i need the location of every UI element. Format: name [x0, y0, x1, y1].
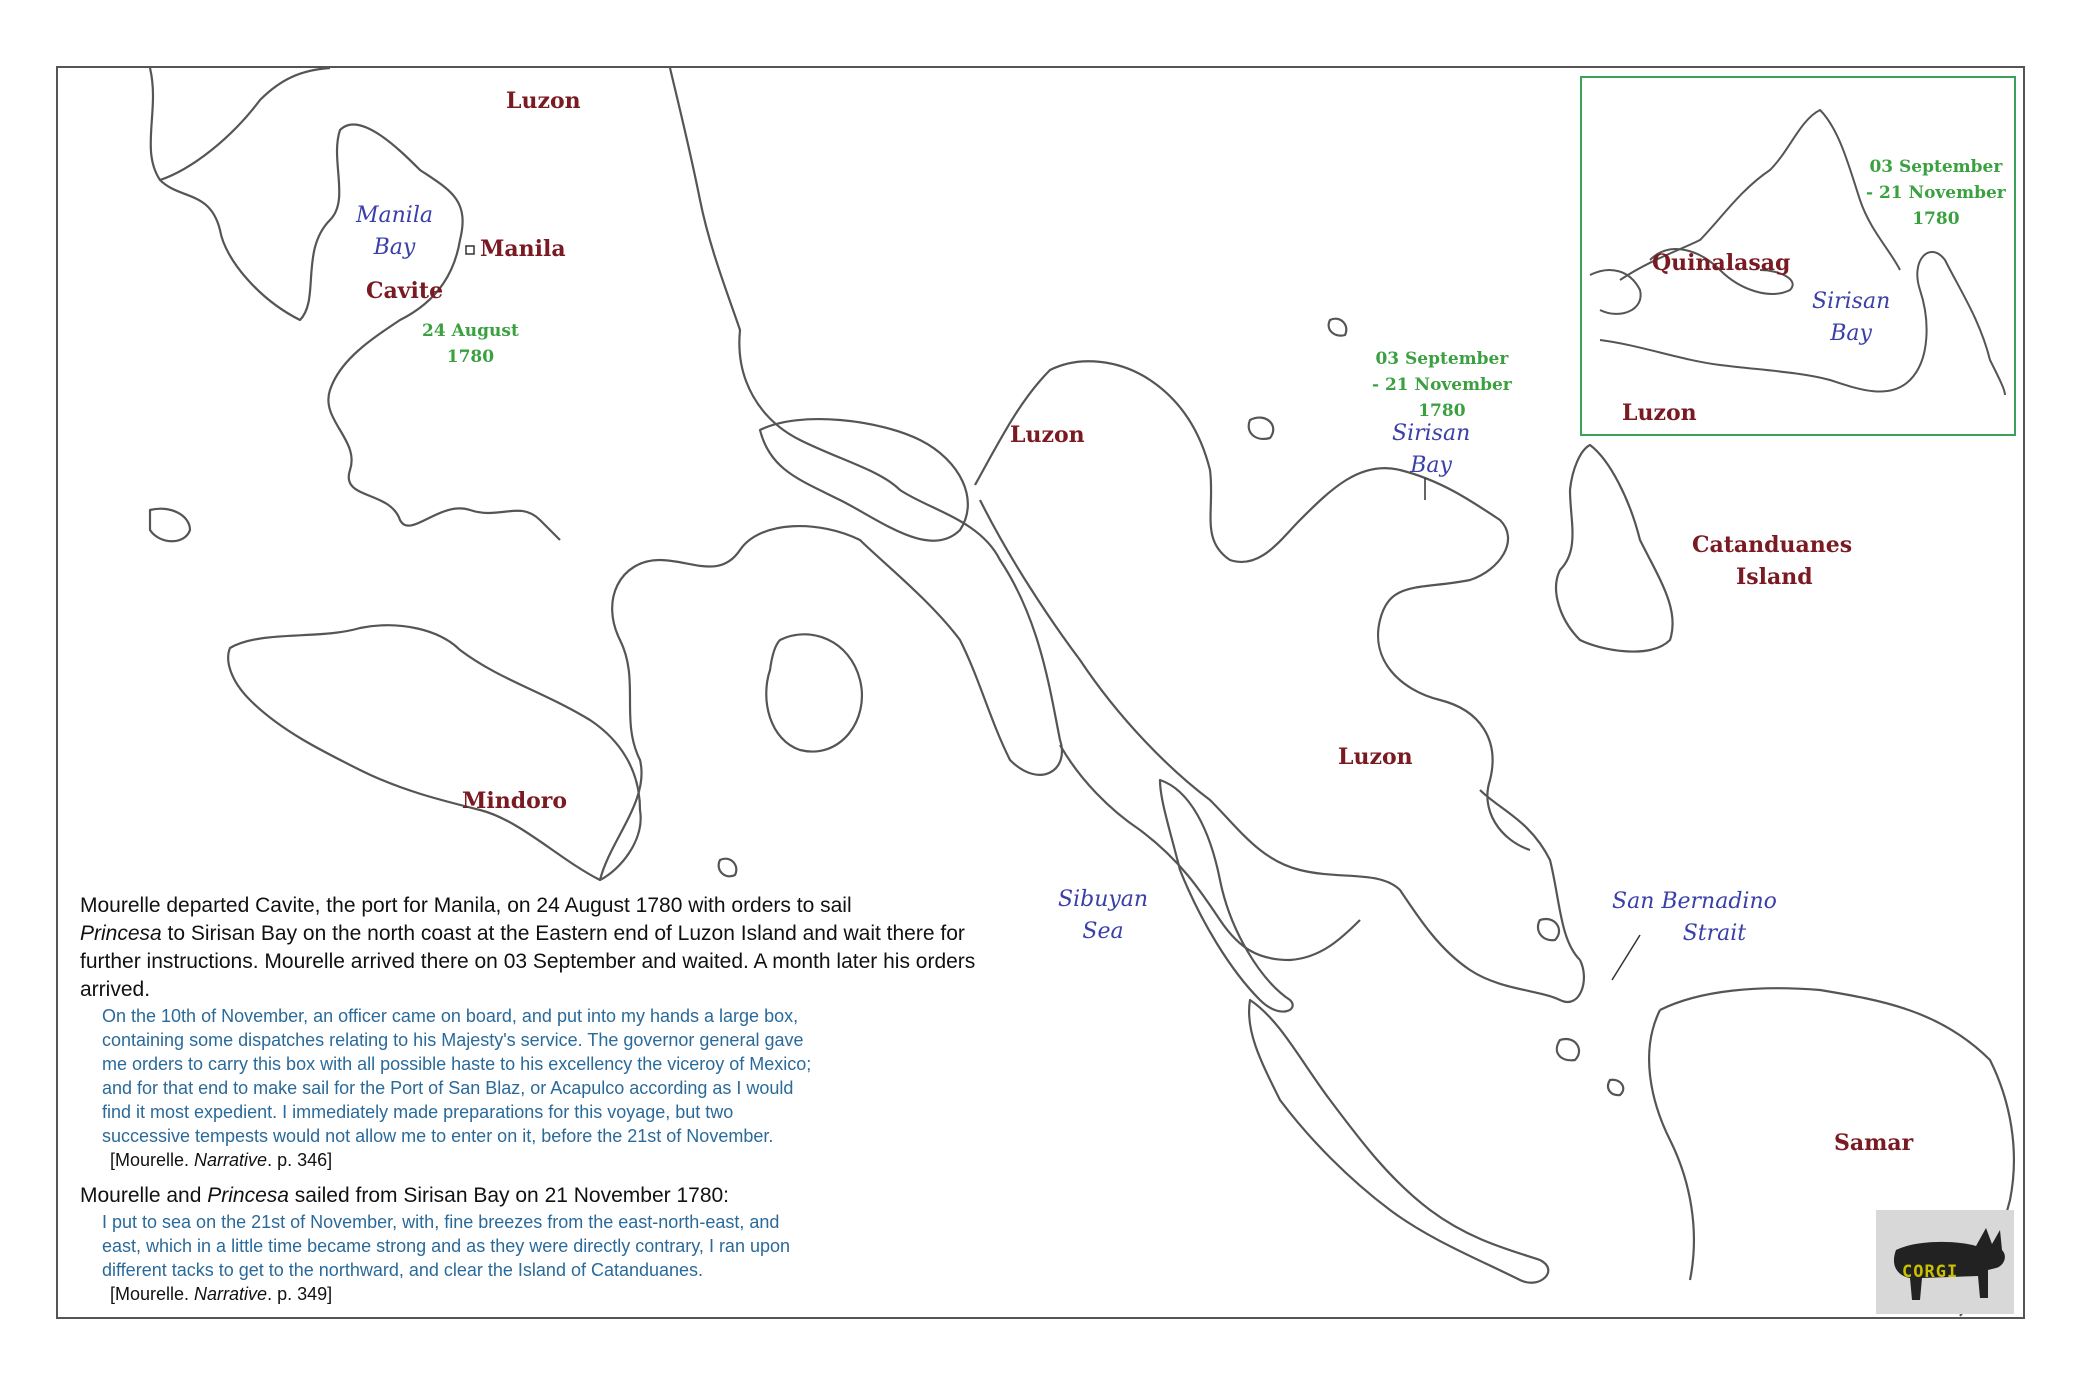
- label-inset-quinalasag: Quinalasag: [1652, 250, 1791, 276]
- island-4: [1608, 1080, 1623, 1095]
- label-sirisan-bay-line2: Bay: [1410, 453, 1452, 478]
- label-manila: Manila: [480, 236, 566, 262]
- citation-2: [110, 1282, 1030, 1306]
- citation-1: [110, 1148, 1030, 1172]
- manila-marker: [466, 246, 474, 254]
- narrative-1-a: Mourelle departed Cavite, the port for Manila, on 24 August 1780 with orders to sail: [80, 894, 852, 917]
- label-sibuyan-sea-line2: Sea: [1082, 919, 1124, 944]
- inset-map-frame: [1580, 76, 2016, 436]
- coast-catanduanes: [1556, 445, 1673, 652]
- logo-text: CORGI: [1902, 1262, 1959, 1282]
- island-3: [1557, 1039, 1579, 1060]
- corgi-logo: [1876, 1210, 2014, 1314]
- quote-2: I put to sea on the 21st of November, with, fine breezes from the east-north-east, and east, which in a little time became strong and as they were directly contrary, I ran upon different tacks to get to the northward, and clear the Island of Catanduanes.: [102, 1212, 790, 1280]
- label-luzon-nw: Luzon: [506, 88, 581, 114]
- label-manila-bay-line1: Manila: [356, 203, 433, 228]
- island-5: [1538, 919, 1559, 940]
- date-cavite: [422, 318, 519, 370]
- label-inset-sirisan-line2: Bay: [1830, 321, 1872, 346]
- date-inset-line2: - 21 November: [1866, 183, 2006, 203]
- narrative-1-italic: Princesa: [80, 922, 162, 945]
- narrative-1-b: to Sirisan Bay on the north coast at the Eastern end of Luzon Island and wait there for further instructions. Mourelle arrived there on 03 September and waited. A month later his orders arrived.: [80, 922, 976, 1001]
- date-cavite-line1: 24 August: [422, 321, 519, 341]
- label-catanduanes-island: Island: [1736, 564, 1813, 590]
- coast-marinduque: [766, 634, 862, 751]
- date-sirisan-line2: - 21 November: [1372, 375, 1512, 395]
- coast-luzon-north: [160, 68, 330, 180]
- coast-luzon-west: [600, 68, 1062, 880]
- citation-2-b: . p. 349]: [267, 1284, 333, 1304]
- date-inset-line1: 03 September: [1869, 157, 2003, 177]
- label-cavite: Cavite: [366, 278, 444, 304]
- label-san-bernadino-line2: Strait: [1682, 921, 1747, 946]
- date-sirisan-line3: 1780: [1418, 401, 1466, 421]
- label-samar: Samar: [1834, 1130, 1914, 1156]
- island-6: [1329, 319, 1347, 336]
- coast-manila-bay: [150, 68, 560, 540]
- narrative-2-b: sailed from Sirisan Bay on 21 November 1780:: [288, 1184, 730, 1207]
- date-inset-line3: 1780: [1912, 209, 1960, 229]
- coast-burias: [1160, 780, 1293, 1012]
- label-inset-sirisan-bay: [1812, 286, 1890, 350]
- label-sirisan-bay-line1: Sirisan: [1392, 421, 1471, 446]
- label-mindoro: Mindoro: [462, 788, 568, 814]
- label-sibuyan-sea-line1: Sibuyan: [1058, 887, 1149, 912]
- citation-2-italic: Narrative: [194, 1284, 268, 1304]
- label-sirisan-bay: [1392, 418, 1470, 482]
- coast-panay: [1249, 1000, 1548, 1283]
- citation-1-italic: Narrative: [194, 1150, 268, 1170]
- label-sibuyan-sea: [1058, 884, 1148, 948]
- label-inset-luzon: Luzon: [1622, 400, 1697, 426]
- date-inset: [1866, 154, 2006, 232]
- quote-1: On the 10th of November, an officer came on board, and put into my hands a large box, containing some dispatches relating to his Majesty's service. The governor general gave me orders to carry this box with all possible haste to his excellency the viceroy of Mexico; and for that end to make sail for the Port of San Blaz, or Acapulco according as I would find it most expedient. I immediately made preparations for this voyage, but two successive tempests would not allow me to enter on it, before the 21st of November.: [102, 1006, 812, 1146]
- citation-1-b: . p. 346]: [267, 1150, 333, 1170]
- label-san-bernadino-strait: [1612, 886, 1777, 950]
- citation-1-a: [Mourelle.: [110, 1150, 195, 1170]
- island-7: [1249, 418, 1274, 439]
- label-manila-bay-line2: Bay: [373, 235, 416, 260]
- label-san-bernadino-line1: San Bernadino: [1612, 889, 1777, 914]
- date-sirisan: [1372, 346, 1512, 424]
- label-inset-sirisan-line1: Sirisan: [1812, 289, 1891, 314]
- label-luzon-center: Luzon: [1010, 422, 1085, 448]
- coast-albay: [1480, 790, 1580, 960]
- caption-text: [80, 892, 1030, 1306]
- coast-mindoro: [228, 625, 640, 880]
- date-sirisan-line1: 03 September: [1375, 349, 1509, 369]
- date-cavite-line2: 1780: [446, 347, 495, 367]
- citation-2-a: [Mourelle.: [110, 1284, 195, 1304]
- island-1: [150, 509, 190, 542]
- coast-samar-west: [1649, 1010, 1694, 1280]
- label-luzon-east: Luzon: [1338, 744, 1413, 770]
- narrative-1: [80, 892, 1030, 1004]
- label-catanduanes: Catanduanes: [1692, 532, 1853, 558]
- narrative-2-italic: Princesa: [207, 1184, 289, 1207]
- coast-bondoc: [760, 419, 968, 541]
- label-manila-bay: [356, 200, 433, 264]
- island-2: [719, 859, 737, 877]
- narrative-2: [80, 1182, 1030, 1210]
- narrative-2-a: Mourelle and: [80, 1184, 208, 1207]
